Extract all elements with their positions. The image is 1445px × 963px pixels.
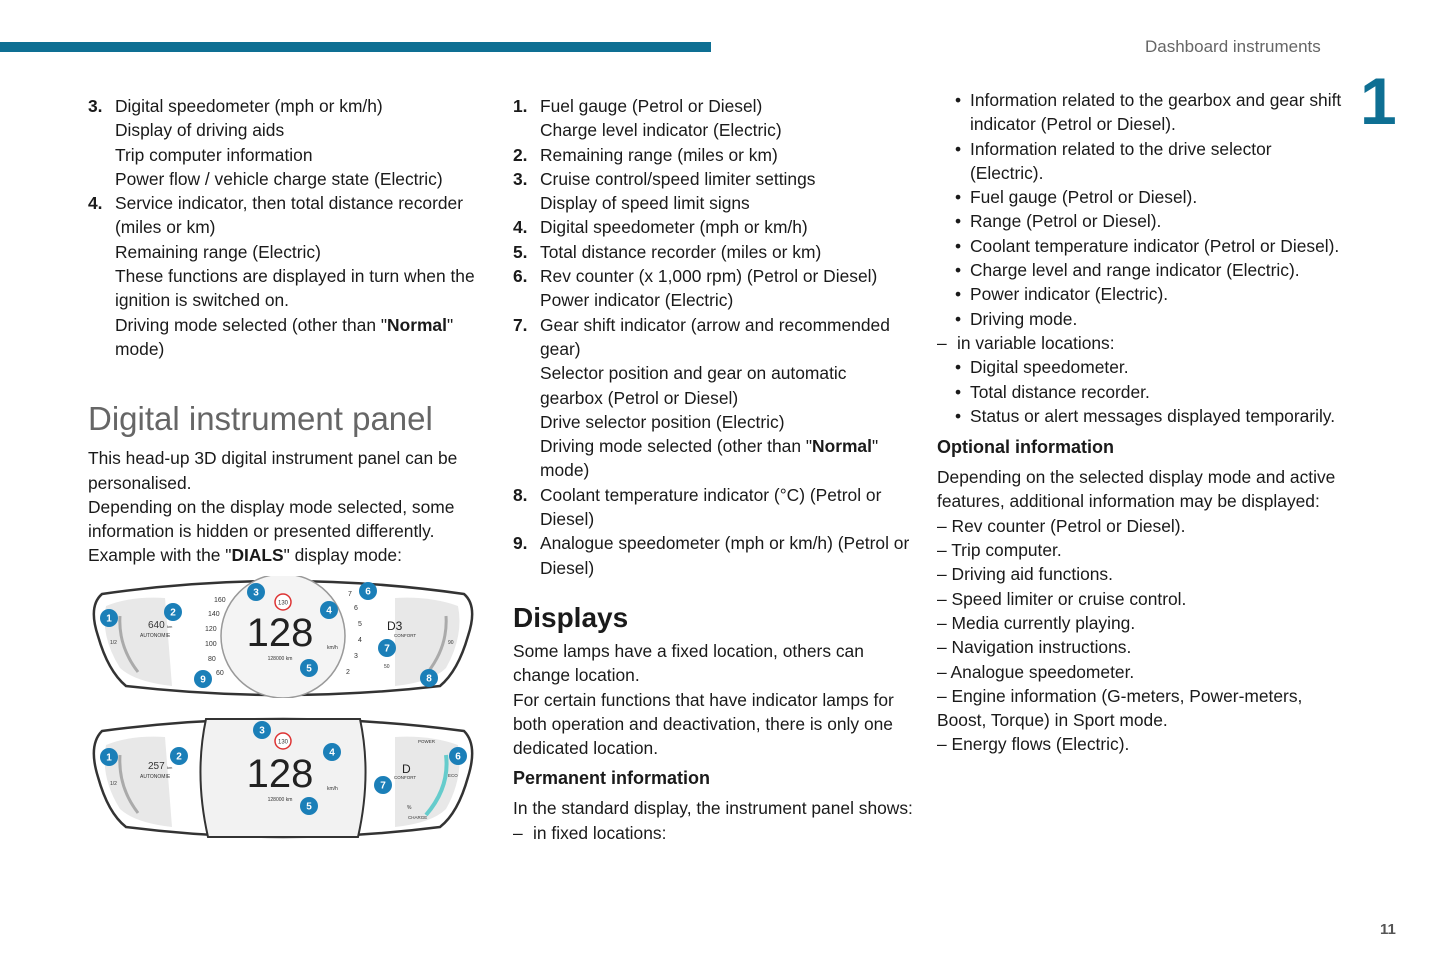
item-subtext: Charge level indicator (Electric): [540, 120, 782, 141]
item-subtext: Trip computer information: [115, 144, 313, 165]
rev-tick: 3: [354, 653, 358, 660]
fuel-half-mark: 1/2: [110, 640, 117, 646]
dash-text: in variable locations:: [957, 332, 1115, 353]
item-text: Rev counter (x 1,000 rpm) (Petrol or Diesel): [540, 266, 878, 287]
paragraph: Some lamps have a fixed location, others can change location.: [513, 640, 864, 686]
dash-item: [937, 660, 1347, 684]
instrument-panel-figure-dials: [90, 576, 476, 698]
item-subtext: These functions are displayed in turn when the ignition is switched on.: [115, 266, 475, 311]
item-text: Fuel gauge (Petrol or Diesel): [540, 96, 763, 116]
marker-5-label: 5: [306, 801, 312, 813]
item-number: 3.: [88, 96, 103, 116]
rev-tick: 2: [346, 669, 350, 676]
dash-marker: –: [937, 515, 952, 536]
range-value: 257: [148, 761, 165, 772]
list-item-9: [513, 531, 913, 580]
item-text: Digital speedometer (mph or km/h): [115, 96, 383, 116]
dash-marker: –: [513, 822, 523, 843]
dash-marker: –: [937, 734, 952, 755]
paragraph: Depending on the display mode selected, some information is hidden or presented differently.: [88, 496, 455, 542]
bullet-marker: •: [955, 405, 962, 426]
power-label: POWER: [418, 739, 436, 744]
section-heading-digital-panel: Digital instrument panel: [88, 400, 433, 438]
dash-item: [937, 587, 1347, 611]
paragraph: This head-up 3D digital instrument panel can be personalised.: [88, 448, 458, 493]
bullet-text: Fuel gauge (Petrol or Diesel).: [970, 187, 1198, 208]
rev-tick: 4: [358, 637, 362, 644]
rev-tick: 7: [348, 591, 352, 598]
marker-6-label: 6: [365, 586, 371, 598]
item-subtext: Remaining range (Electric): [115, 241, 321, 262]
bullet-text: Digital speedometer.: [970, 357, 1129, 378]
marker-1-label: 1: [106, 752, 112, 764]
dash-item: [937, 732, 1347, 756]
bullet-text: Power indicator (Electric).: [970, 284, 1169, 305]
bullet-text: Coolant temperature indicator (Petrol or Diesel).: [970, 235, 1340, 256]
bullet-marker: •: [955, 357, 962, 378]
eco-label: ECO: [448, 773, 458, 778]
item-text: Gear shift indicator (arrow and recommended gear): [540, 314, 890, 359]
text-post: " mode): [540, 436, 879, 481]
marker-5-label: 5: [306, 663, 312, 675]
marker-8-label: 8: [426, 673, 432, 685]
marker-6-label: 6: [455, 751, 461, 763]
dash-text: Navigation instructions.: [951, 637, 1132, 658]
marker-4-label: 4: [326, 605, 332, 617]
marker-4-label: 4: [329, 747, 335, 759]
item-text: Service indicator, then total distance recorder (miles or km): [115, 193, 463, 238]
dash-text: Driving aid functions.: [951, 564, 1113, 585]
temp-high-mark: 90: [448, 640, 454, 646]
list-item-6: [513, 264, 913, 313]
dash-item-fixed: [513, 821, 913, 845]
bullet-item: [937, 137, 1347, 186]
item-number: 2.: [513, 144, 528, 165]
dash-text: Energy flows (Electric).: [951, 734, 1130, 755]
charge-half-mark: 1/2: [110, 781, 117, 787]
dash-text: Trip computer.: [951, 540, 1062, 561]
instrument-panel-figure-electric: [90, 715, 476, 841]
dash-marker: –: [937, 685, 952, 706]
speed-tick: 60: [216, 670, 224, 677]
gear-indicator: D3: [387, 619, 403, 633]
speed-limit-value: 130: [277, 739, 289, 746]
bullet-text: Status or alert messages displayed temporarily.: [970, 405, 1336, 426]
dash-marker: –: [937, 661, 951, 682]
dash-text: Speed limiter or cruise control.: [951, 588, 1187, 609]
item-subtext: Power flow / vehicle charge state (Electric): [115, 168, 443, 189]
gear-indicator: D: [402, 762, 411, 776]
marker-2-label: 2: [170, 607, 176, 619]
range-value: 640: [148, 620, 165, 631]
bullet-item: [937, 234, 1347, 258]
item-text: Total distance recorder (miles or km): [540, 241, 822, 262]
item-text: Coolant temperature indicator (°C) (Petrol or Diesel): [540, 484, 882, 530]
speed-unit: km/h: [327, 786, 338, 792]
header-accent-bar: [0, 42, 711, 52]
paragraph: Depending on the selected display mode and active features, additional information may be displayed:: [937, 467, 1336, 512]
marker-1-label: 1: [106, 613, 112, 625]
subheading-optional-information: Optional information: [937, 437, 1114, 458]
item-number: 4.: [88, 193, 103, 214]
item-text: Cruise control/speed limiter settings: [540, 168, 816, 189]
bullet-text: Range (Petrol or Diesel).: [970, 211, 1162, 232]
dash-text: Media currently playing.: [951, 612, 1136, 633]
list-item-7: [513, 313, 913, 483]
list-item-4: [88, 191, 488, 361]
item-number: 3.: [513, 168, 528, 189]
bullet-item: [937, 380, 1347, 404]
paragraph: For certain functions that have indicator lamps for both operation and deactivation, there is only one dedicated location.: [513, 689, 894, 759]
bullet-marker: •: [955, 260, 962, 281]
bullet-item: [937, 88, 1347, 137]
speed-tick: 140: [208, 611, 220, 618]
driving-mode: CONFORT: [394, 775, 417, 780]
speed-tick: 100: [205, 641, 217, 648]
item-number: 9.: [513, 533, 528, 554]
temp-low-mark: 50: [384, 664, 390, 670]
bullet-text: Information related to the gearbox and gear shift indicator (Petrol or Diesel).: [970, 90, 1342, 135]
speed-unit: km/h: [327, 645, 338, 651]
bullet-marker: •: [955, 138, 962, 159]
item-subtext: Display of speed limit signs: [540, 193, 750, 214]
percent-label: %: [407, 805, 412, 811]
digital-speed: 128: [246, 752, 314, 796]
dash-text: Engine information (G-meters, Power-meters, Boost, Torque) in Sport mode.: [937, 685, 1303, 731]
dash-item: [937, 635, 1347, 659]
marker-3-label: 3: [253, 587, 259, 599]
item-number: 8.: [513, 484, 528, 505]
instrument-panel-drawing: [90, 576, 476, 698]
speed-tick: 120: [205, 626, 217, 633]
item-number: 6.: [513, 266, 528, 287]
dash-text: Analogue speedometer.: [950, 661, 1135, 682]
driving-mode: CONFORT: [394, 633, 417, 638]
chapter-number: 1: [1360, 64, 1397, 138]
dash-item: [937, 538, 1347, 562]
text-bold: Normal: [812, 436, 872, 457]
text-pre: Example with the ": [88, 545, 232, 566]
bullet-item: [937, 185, 1347, 209]
item-number: 1.: [513, 96, 528, 116]
odometer: 128000 km: [267, 656, 293, 662]
column-middle: [513, 94, 913, 845]
dash-text: in fixed locations:: [533, 822, 667, 843]
optional-information-list: [937, 514, 1347, 757]
list-item-4: [513, 215, 913, 239]
bullet-item: [937, 355, 1347, 379]
rev-tick: 5: [358, 621, 362, 628]
dash-item-variable: [937, 331, 1347, 355]
item-subtext-mode: [540, 434, 913, 483]
item-subtext: Selector position and gear on automatic gearbox (Petrol or Diesel): [540, 363, 847, 408]
bullet-item: [937, 307, 1347, 331]
dash-text: Rev counter (Petrol or Diesel).: [951, 515, 1186, 536]
dash-marker: –: [937, 588, 952, 609]
list-item-1: [513, 94, 913, 143]
numbered-list: [513, 94, 913, 313]
item-subtext: Display of driving aids: [115, 120, 285, 141]
variable-locations-list: [937, 355, 1347, 428]
bullet-item: [937, 404, 1347, 428]
text-post: " mode): [115, 314, 454, 359]
bullet-text: Charge level and range indicator (Electric).: [970, 260, 1300, 281]
column-right: [937, 88, 1347, 757]
bullet-marker: •: [955, 90, 962, 110]
item-text: Remaining range (miles or km): [540, 144, 778, 165]
section-heading-displays: Displays: [513, 601, 629, 633]
range-unit: km: [167, 765, 173, 770]
digital-speed: 128: [246, 611, 314, 655]
fixed-locations-list: [937, 88, 1347, 331]
subheading-permanent-information: Permanent information: [513, 768, 711, 789]
range-label: AUTONOMIE: [140, 633, 171, 639]
rev-tick: 6: [354, 605, 358, 612]
list-item-8: [513, 483, 913, 532]
bullet-text: Total distance recorder.: [970, 381, 1150, 402]
dash-item: [937, 562, 1347, 586]
dash-item: [937, 611, 1347, 635]
paragraph-example: [88, 543, 488, 567]
bullet-text: Information related to the drive selector (Electric).: [970, 138, 1272, 183]
item-text: Analogue speedometer (mph or km/h) (Petrol or Diesel): [540, 533, 910, 578]
text-bold: Normal: [387, 314, 447, 335]
list-item-3: [513, 167, 913, 216]
list-item-5: [513, 240, 913, 264]
item-text: Digital speedometer (mph or km/h): [540, 217, 808, 238]
range-unit: km: [167, 624, 173, 629]
bullet-marker: •: [955, 381, 962, 402]
dash-marker: –: [937, 612, 952, 633]
odometer: 128000 km: [267, 797, 293, 803]
bullet-text: Driving mode.: [970, 308, 1078, 329]
header-title: Dashboard instruments: [1145, 37, 1321, 56]
text-post: " display mode:: [283, 545, 402, 566]
dash-item: [937, 684, 1347, 733]
item-number: 5.: [513, 241, 528, 262]
dash-marker: –: [937, 637, 952, 658]
bullet-marker: •: [955, 187, 962, 208]
list-item-2: [513, 143, 913, 167]
marker-7-label: 7: [384, 643, 390, 655]
text-pre: Driving mode selected (other than ": [540, 436, 813, 457]
marker-2-label: 2: [176, 751, 182, 763]
range-label: AUTONOMIE: [140, 774, 171, 780]
dash-marker: –: [937, 540, 952, 561]
speed-tick: 80: [208, 656, 216, 663]
bullet-marker: •: [955, 235, 962, 256]
text-pre: Driving mode selected (other than ": [115, 314, 388, 335]
column-left: [88, 94, 488, 568]
bullet-marker: •: [955, 284, 962, 305]
bullet-item: [937, 282, 1347, 306]
text-bold: DIALS: [231, 545, 284, 566]
speed-limit-value: 130: [277, 600, 289, 607]
dash-item: [937, 514, 1347, 538]
marker-3-label: 3: [259, 725, 265, 737]
list-item-3: [88, 94, 488, 191]
dash-marker: –: [937, 332, 947, 353]
instrument-panel-drawing: [90, 715, 476, 841]
dash-marker: –: [937, 564, 952, 585]
item-number: 4.: [513, 217, 528, 238]
item-number: 7.: [513, 314, 528, 335]
bullet-item: [937, 258, 1347, 282]
charge-label: CHARGE: [408, 815, 428, 820]
page-number: 11: [1380, 921, 1396, 938]
paragraph: In the standard display, the instrument panel shows:: [513, 798, 913, 819]
bullet-marker: •: [955, 308, 962, 329]
bullet-item: [937, 209, 1347, 233]
speed-tick: 160: [214, 597, 226, 604]
item-subtext: Power indicator (Electric): [540, 290, 734, 311]
item-subtext: Drive selector position (Electric): [540, 411, 785, 432]
marker-7-label: 7: [380, 780, 386, 792]
item-subtext-mode: [115, 313, 488, 362]
marker-9-label: 9: [200, 674, 206, 686]
bullet-marker: •: [955, 211, 962, 232]
